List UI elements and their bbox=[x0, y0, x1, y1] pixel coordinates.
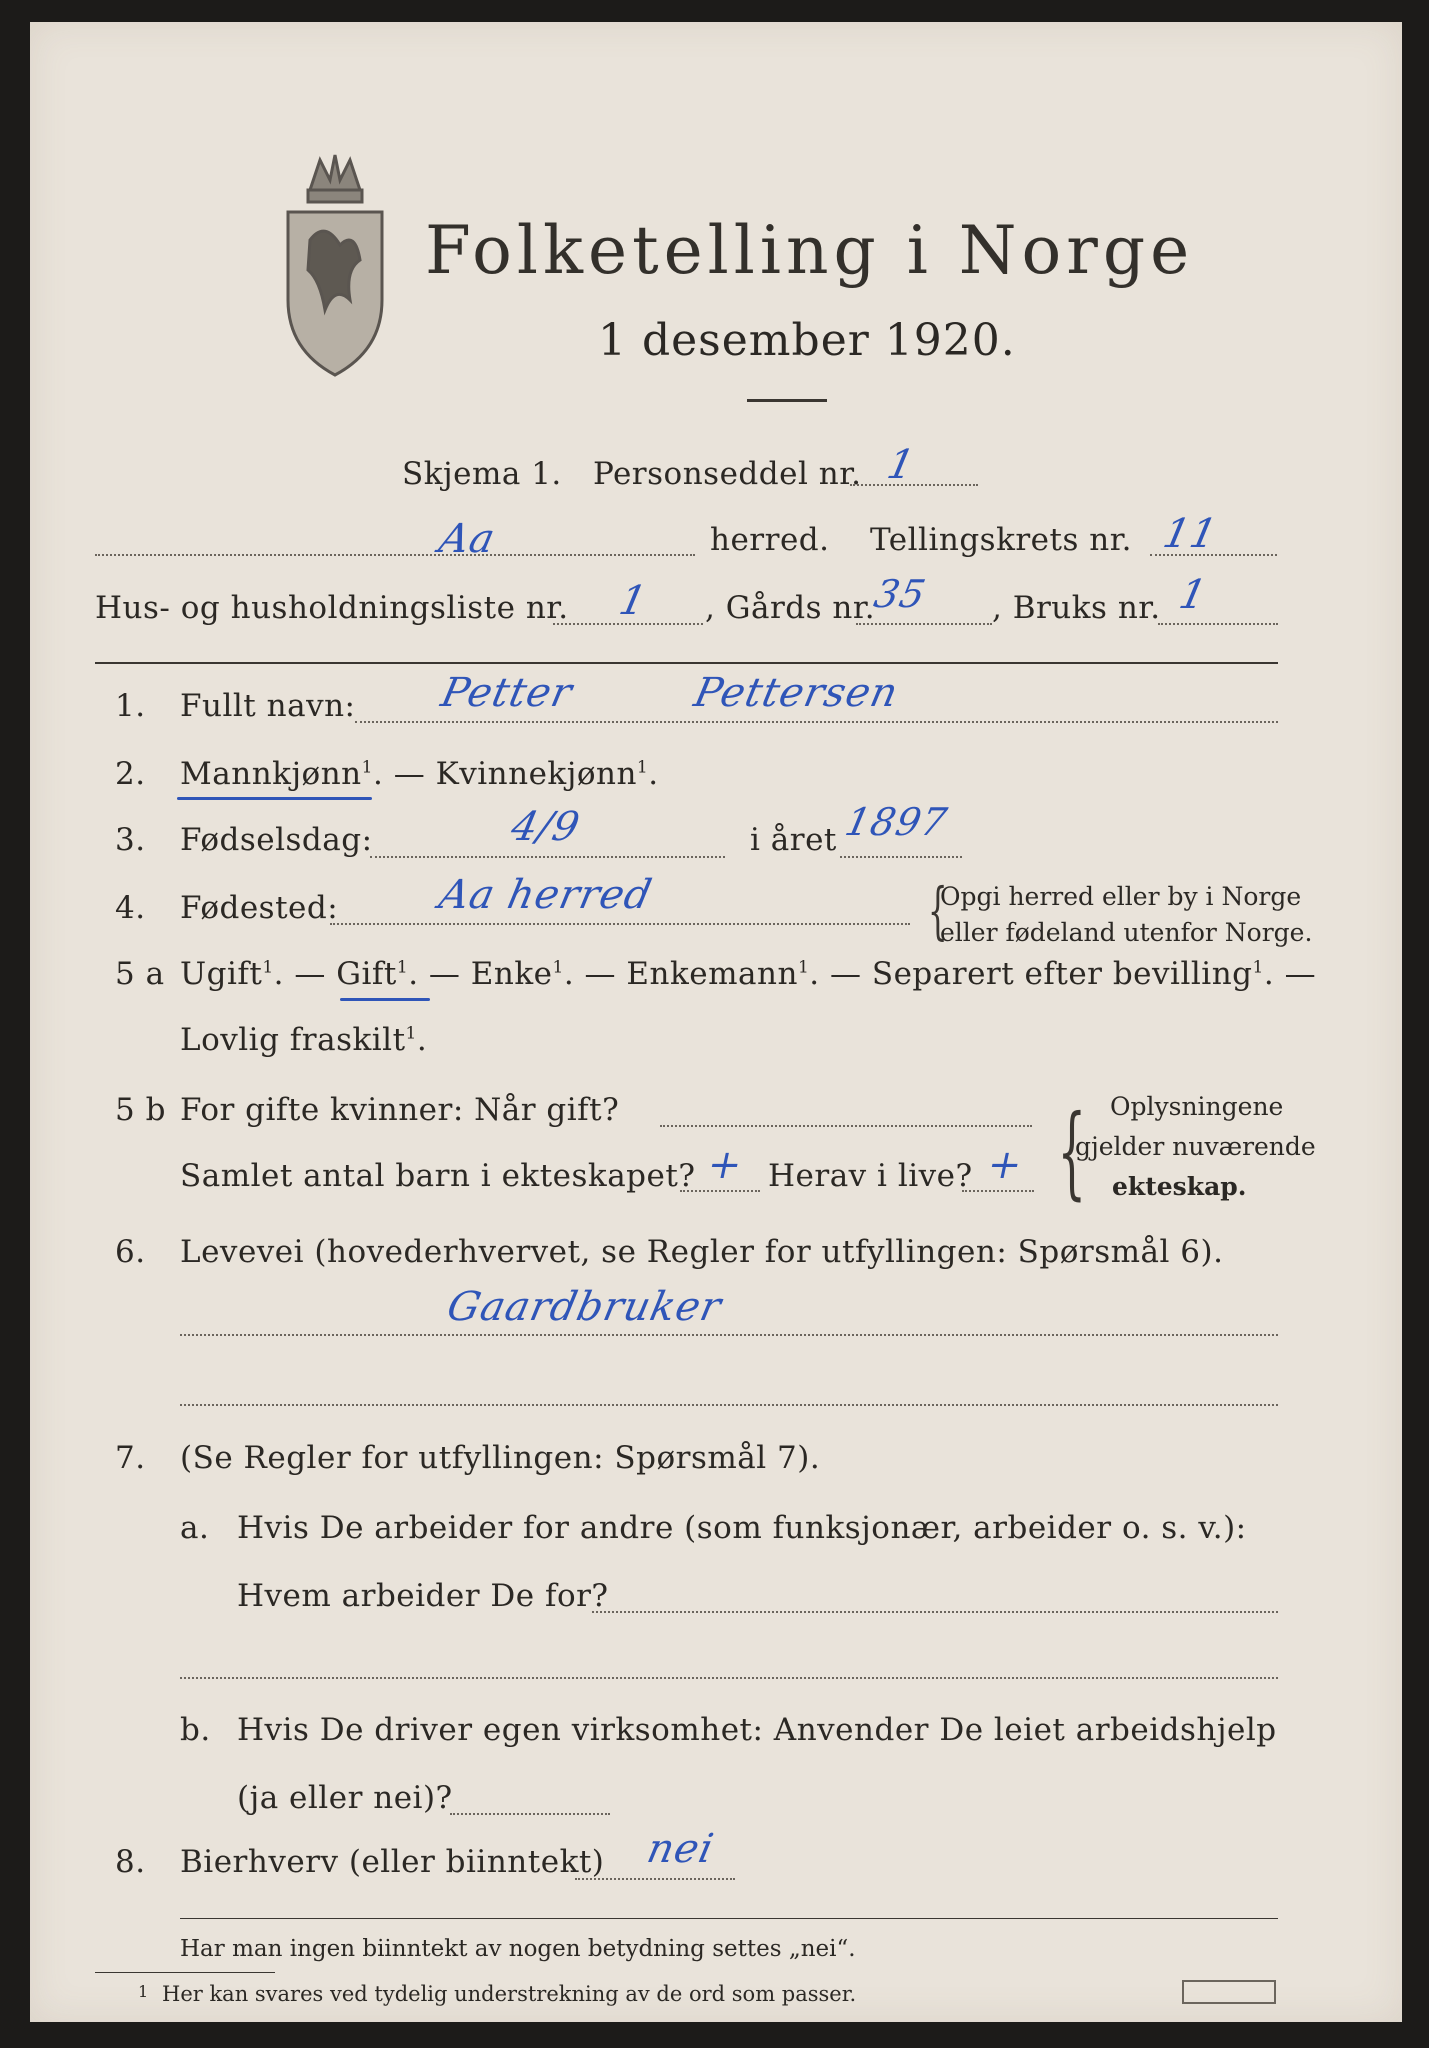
q6-value: Gaardbruker bbox=[443, 1284, 726, 1330]
q4-note-line1: Opgi herred eller by i Norge bbox=[940, 882, 1302, 911]
footnote-rule bbox=[95, 1972, 275, 1973]
coat-of-arms-icon bbox=[280, 150, 390, 380]
q5b-field3 bbox=[962, 1190, 1034, 1192]
q4-note-brace: { bbox=[927, 874, 948, 947]
q4-number: 4. bbox=[115, 890, 146, 926]
q7a-letter: a. bbox=[180, 1510, 210, 1546]
q1-last-name: Pettersen bbox=[690, 670, 903, 716]
tellingskrets-label: Tellingskrets nr. bbox=[870, 522, 1132, 558]
q3-year-value: 1897 bbox=[841, 800, 952, 844]
q5b-field1 bbox=[660, 1125, 1032, 1127]
personseddel-field bbox=[850, 484, 978, 486]
tellingskrets-value: 11 bbox=[1159, 511, 1222, 557]
q2-male[interactable]: Mannkjønn bbox=[180, 756, 362, 792]
q6-field1 bbox=[180, 1334, 1278, 1336]
q6-field2 bbox=[180, 1404, 1278, 1406]
q7b-label2: (ja eller nei)? bbox=[237, 1780, 453, 1816]
q6-label: Levevei (hovederhvervet, se Regler for utfyllingen: Spørsmål 6). bbox=[180, 1234, 1224, 1270]
q2-end: . bbox=[648, 756, 659, 792]
q5b-label1: For gifte kvinner: Når gift? bbox=[180, 1092, 620, 1128]
footnote-text: Her kan svares ved tydelig understrekning av de ord som passer. bbox=[162, 1982, 857, 2006]
q7b-label1: Hvis De driver egen virksomhet: Anvender De leiet arbeidshjelp bbox=[237, 1712, 1277, 1748]
q5b-note3: ekteskap. bbox=[1112, 1172, 1247, 1201]
gards-field bbox=[856, 623, 992, 625]
q5b-value3: + bbox=[983, 1142, 1028, 1188]
q7b-letter: b. bbox=[180, 1712, 211, 1748]
q4-field bbox=[330, 923, 910, 925]
q4-label: Fødested: bbox=[180, 890, 339, 926]
q5a-lovlig[interactable]: Lovlig fraskilt bbox=[180, 1022, 406, 1058]
personseddel-label: Personseddel nr. bbox=[593, 456, 862, 492]
gards-label: , Gårds nr. bbox=[705, 590, 876, 626]
q4-note-line2: eller fødeland utenfor Norge. bbox=[940, 918, 1313, 947]
q5b-number: 5 b bbox=[115, 1092, 166, 1128]
title-divider bbox=[747, 399, 827, 402]
q1-first-name: Petter bbox=[437, 670, 577, 716]
q5b-label2: Samlet antal barn i ekteskapet? bbox=[180, 1158, 696, 1194]
q5a-options: Ugift$^1$. — Gift$^1$. — Enke$^1$. — Enkemann$^1$. — Separert efter bevilling$^1$. — bbox=[180, 956, 1317, 992]
footnote-mark: 1 bbox=[138, 1982, 149, 2001]
q5a-gift[interactable]: Gift bbox=[336, 956, 397, 992]
census-date: 1 desember 1920. bbox=[598, 315, 1016, 366]
q5a-lovlig-line: Lovlig fraskilt$^1$. bbox=[180, 1022, 428, 1058]
q7-number: 7. bbox=[115, 1440, 146, 1476]
q7a-field1 bbox=[592, 1611, 1278, 1613]
printer-stamp bbox=[1182, 1980, 1276, 2004]
q3-label: Fødselsdag: bbox=[180, 822, 373, 858]
census-form bbox=[30, 22, 1402, 2022]
q3-year-field bbox=[840, 856, 962, 858]
q3-year-label: i året bbox=[750, 822, 837, 858]
q1-number: 1. bbox=[115, 688, 146, 724]
q6-number: 6. bbox=[115, 1234, 146, 1270]
q5a-separert[interactable]: Separert efter bevilling bbox=[871, 956, 1253, 992]
hus-value: 1 bbox=[615, 578, 652, 624]
q1-label: Fullt navn: bbox=[180, 688, 356, 724]
q2-sep: . — bbox=[373, 756, 436, 792]
q5a-enke[interactable]: Enke bbox=[470, 956, 553, 992]
q5a-gift-underline bbox=[340, 998, 430, 1001]
q8-value: nei bbox=[643, 1826, 719, 1872]
q2-female[interactable]: Kvinnekjønn bbox=[435, 756, 637, 792]
q1-field bbox=[355, 721, 1278, 723]
q5b-brace-left: { bbox=[1057, 1093, 1087, 1210]
herred-label: herred. bbox=[710, 522, 830, 558]
herred-value: Aa bbox=[435, 516, 500, 562]
herred-field bbox=[95, 554, 695, 556]
q8-label: Bierhverv (eller biinntekt) bbox=[180, 1844, 605, 1880]
q5b-note2: gjelder nuværende bbox=[1075, 1132, 1316, 1161]
q8-field bbox=[575, 1878, 735, 1880]
q2-number: 2. bbox=[115, 756, 146, 792]
q3-number: 3. bbox=[115, 822, 146, 858]
form-title: Folketelling i Norge bbox=[425, 212, 1195, 289]
q5a-enkemann[interactable]: Enkemann bbox=[626, 956, 798, 992]
bruks-field bbox=[1158, 623, 1278, 625]
q5b-note1: Oplysningene bbox=[1110, 1092, 1284, 1121]
q8-rule bbox=[180, 1918, 1278, 1919]
q3-value: 4/9 bbox=[507, 804, 585, 850]
q5a-ugift[interactable]: Ugift bbox=[180, 956, 263, 992]
hus-label: Hus- og husholdningsliste nr. bbox=[95, 590, 569, 626]
q5b-field2 bbox=[680, 1190, 760, 1192]
q5b-label3: Herav i live? bbox=[768, 1158, 973, 1194]
skjema-label: Skjema 1. bbox=[402, 456, 562, 492]
q4-value: Aa herred bbox=[435, 872, 657, 918]
gards-value: 35 bbox=[870, 572, 931, 616]
bruks-value: 1 bbox=[1175, 572, 1212, 618]
footer-note: Har man ingen biinntekt av nogen betydning settes „nei“. bbox=[180, 1936, 856, 1962]
personseddel-value: 1 bbox=[883, 442, 920, 488]
q5b-value2: + bbox=[703, 1142, 748, 1188]
q7a-label1: Hvis De arbeider for andre (som funksjonær, arbeider o. s. v.): bbox=[237, 1510, 1247, 1546]
bruks-label: , Bruks nr. bbox=[992, 590, 1161, 626]
q7a-label2: Hvem arbeider De for? bbox=[237, 1578, 609, 1614]
header-rule bbox=[95, 662, 1278, 664]
q7-label: (Se Regler for utfyllingen: Spørsmål 7). bbox=[180, 1440, 821, 1476]
q8-number: 8. bbox=[115, 1844, 146, 1880]
q7b-field bbox=[450, 1813, 610, 1815]
q2-options: Mannkjønn$^1$. — Kvinnekjønn$^1$. bbox=[180, 756, 659, 792]
q2-male-underline bbox=[177, 797, 372, 800]
q5a-number: 5 a bbox=[115, 956, 165, 992]
q3-field bbox=[370, 856, 725, 858]
q7a-field2 bbox=[180, 1677, 1278, 1679]
